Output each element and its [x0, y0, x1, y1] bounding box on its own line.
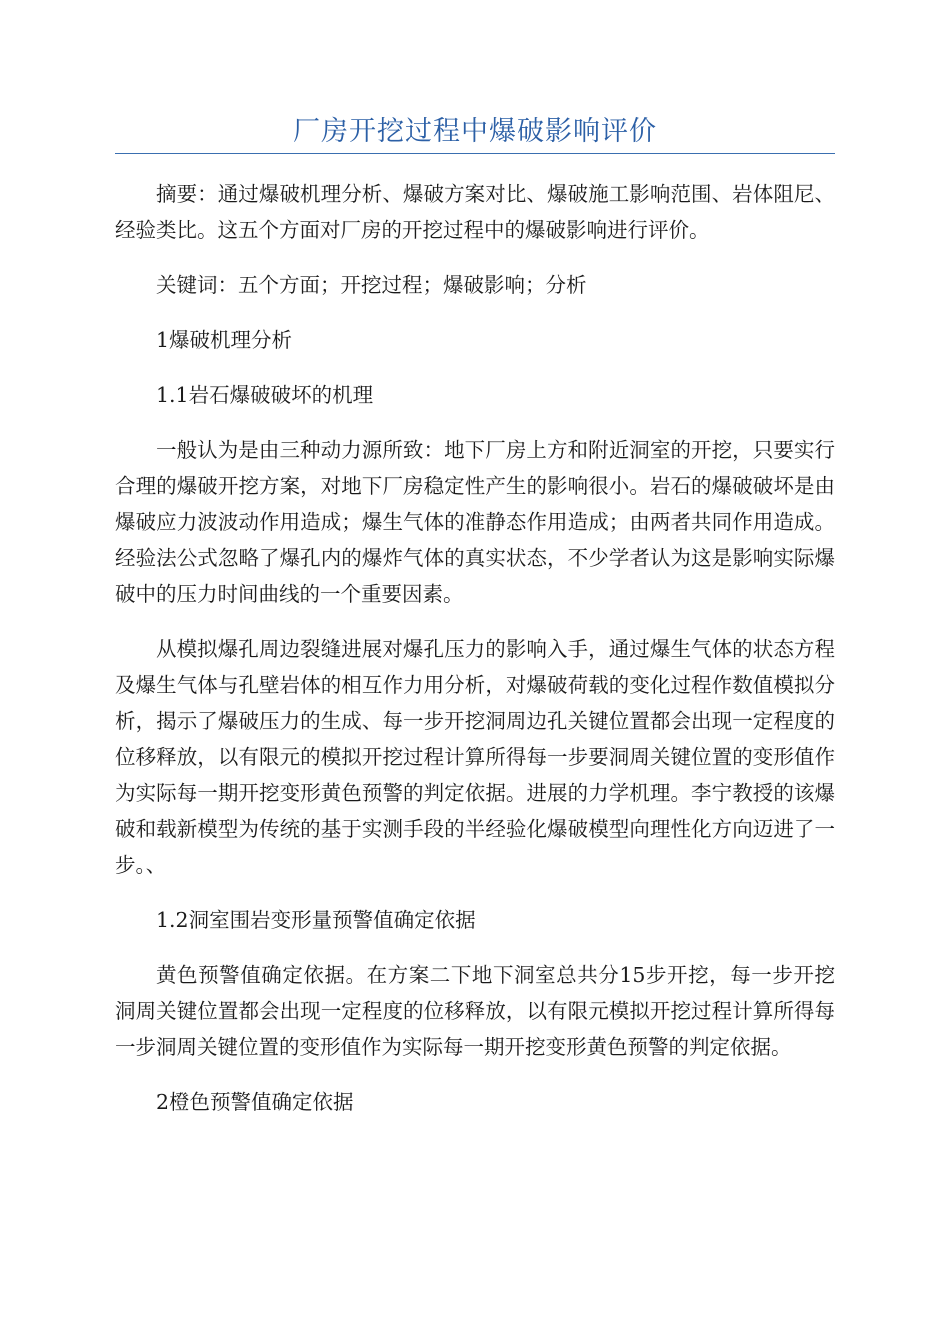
- document-body: [115, 176, 835, 1139]
- body-paragraph: 从模拟爆孔周边裂缝进展对爆孔压力的影响入手，通过爆生气体的状态方程及爆生气体与孔壁岩体的相互作力用分析，对爆破荷载的变化过程作数值模拟分析，揭示了爆破压力的生成、每一步开挖洞周边孔关键位置都会出现一定程度的位移释放，以有限元的模拟开挖过程计算所得每一步要洞周关键位置的变形值作为实际每一期开挖变形黄色预警的判定依据。进展的力学机理。李宁教授的该爆破和载新模型为传统的基于实测手段的半经验化爆破模型向理性化方向迈进了一步。、: [115, 637, 835, 877]
- body-paragraph: 一般认为是由三种动力源所致：地下厂房上方和附近洞室的开挖，只要实行合理的爆破开挖方案，对地下厂房稳定性产生的影响很小。岩石的爆破破坏是由爆破应力波波动作用造成；爆生气体的准静态作用造成；由两者共同作用造成。经验法公式忽略了爆孔内的爆炸气体的真实状态，不少学者认为这是影响实际爆破中的压力时间曲线的一个重要因素。: [115, 438, 835, 606]
- body-paragraph: 黄色预警值确定依据。在方案二下地下洞室总共分15步开挖，每一步开挖洞周关键位置都会出现一定程度的位移释放，以有限元模拟开挖过程计算所得每一步洞周关键位置的变形值作为实际每一期开挖变形黄色预警的判定依据。: [115, 963, 835, 1059]
- section-heading-1-2: 1.2洞室围岩变形量预警值确定依据: [156, 908, 476, 932]
- section-heading-2: 2橙色预警值确定依据: [156, 1090, 354, 1114]
- section-heading-1-1: 1.1岩石爆破破坏的机理: [156, 383, 374, 407]
- keywords-paragraph: 关键词：五个方面；开挖过程；爆破影响；分析: [156, 273, 587, 297]
- abstract-paragraph: 摘要：通过爆破机理分析、爆破方案对比、爆破施工影响范围、岩体阻尼、经验类比。这五个方面对厂房的开挖过程中的爆破影响进行评价。: [115, 182, 835, 242]
- title-underline: [115, 153, 835, 154]
- section-heading-1: 1爆破机理分析: [156, 328, 293, 352]
- document-title: 厂房开挖过程中爆破影响评价: [293, 116, 657, 147]
